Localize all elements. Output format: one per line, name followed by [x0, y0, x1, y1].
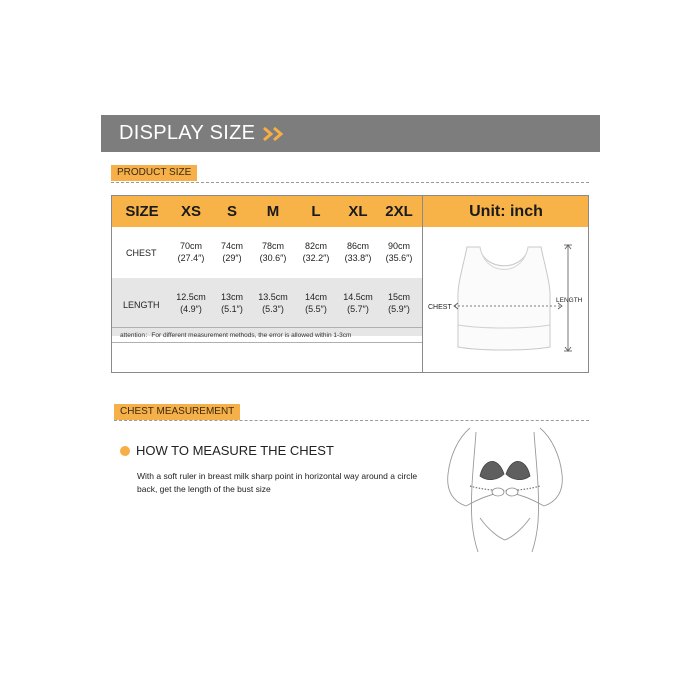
length-xs — [170, 291, 212, 315]
double-chevron-right-icon — [261, 125, 289, 143]
chest-row-label: CHEST — [126, 248, 157, 258]
product-size-divider — [111, 182, 589, 183]
chest-2xl-inch: (35.6″) — [385, 253, 413, 263]
length-row-label: LENGTH — [123, 300, 160, 310]
length-xl — [337, 291, 379, 315]
chest-measurement-tag: CHEST MEASUREMENT — [114, 404, 240, 420]
length-m-inch: (5.3″) — [262, 304, 284, 314]
figure-length-label: LENGTH — [556, 297, 583, 304]
length-2xl-inch: (5.9″) — [388, 304, 410, 314]
chest-2xl — [380, 240, 418, 264]
size-2xl: 2XL — [385, 203, 413, 220]
length-m — [252, 291, 294, 315]
length-xl-inch: (5.7″) — [347, 304, 369, 314]
chest-l — [297, 240, 335, 264]
length-xs-inch: (4.9″) — [180, 304, 202, 314]
chest-l-cm: 82cm — [304, 241, 327, 251]
length-l — [297, 291, 335, 315]
product-size-tag: PRODUCT SIZE — [111, 165, 197, 181]
length-m-cm: 13.5cm — [258, 292, 288, 302]
bullet-dot-icon — [120, 446, 130, 456]
length-l-inch: (5.5″) — [305, 304, 327, 314]
chest-m-cm: 78cm — [261, 241, 284, 251]
size-xs: XS — [180, 203, 201, 220]
attention-note: attention：For different measurement methods, the error is allowed within 1-3cm — [120, 332, 352, 339]
size-header: SIZE — [125, 203, 159, 220]
length-s — [213, 291, 251, 315]
chest-s-cm: 74cm — [220, 241, 243, 251]
size-l: L — [311, 203, 321, 220]
chest-xs-cm: 70cm — [179, 241, 202, 251]
chest-s-inch: (29″) — [222, 253, 242, 263]
attention-divider-top — [112, 327, 422, 328]
chest-m-inch: (30.6″) — [259, 253, 287, 263]
size-s: S — [226, 203, 237, 220]
chest-xl — [339, 240, 377, 264]
length-2xl — [380, 291, 418, 315]
length-s-inch: (5.1″) — [221, 304, 243, 314]
chest-xs — [172, 240, 210, 264]
length-l-cm: 14cm — [304, 292, 327, 302]
size-m: M — [266, 203, 280, 220]
size-table — [111, 195, 589, 373]
attention-divider-bottom — [112, 342, 422, 343]
chest-xl-inch: (33.8″) — [344, 253, 372, 263]
chest-xs-inch: (27.4″) — [177, 253, 205, 263]
unit-label: Unit: inch — [469, 203, 543, 220]
length-2xl-cm: 15cm — [387, 292, 410, 302]
torso-measuring-illustration — [440, 422, 570, 552]
chest-2xl-cm: 90cm — [387, 241, 410, 251]
banner-title: DISPLAY SIZE — [119, 122, 256, 144]
chest-xl-cm: 86cm — [346, 241, 369, 251]
chest-l-inch: (32.2″) — [302, 253, 330, 263]
length-xl-cm: 14.5cm — [343, 292, 373, 302]
chest-measurement-divider — [114, 420, 589, 421]
howto-heading — [120, 443, 334, 458]
chest-m — [254, 240, 292, 264]
howto-title: HOW TO MEASURE THE CHEST — [136, 443, 334, 458]
display-size-banner — [101, 115, 600, 152]
table-header-row — [112, 196, 588, 227]
figure-chest-label: CHEST — [428, 304, 452, 311]
length-xs-cm: 12.5cm — [176, 292, 206, 302]
size-xl: XL — [348, 203, 368, 220]
howto-description: With a soft ruler in breast milk sharp point in horizontal way around a circle back, get the length of the bust size — [137, 471, 418, 494]
length-s-cm: 13cm — [220, 292, 243, 302]
chest-s — [213, 240, 251, 264]
